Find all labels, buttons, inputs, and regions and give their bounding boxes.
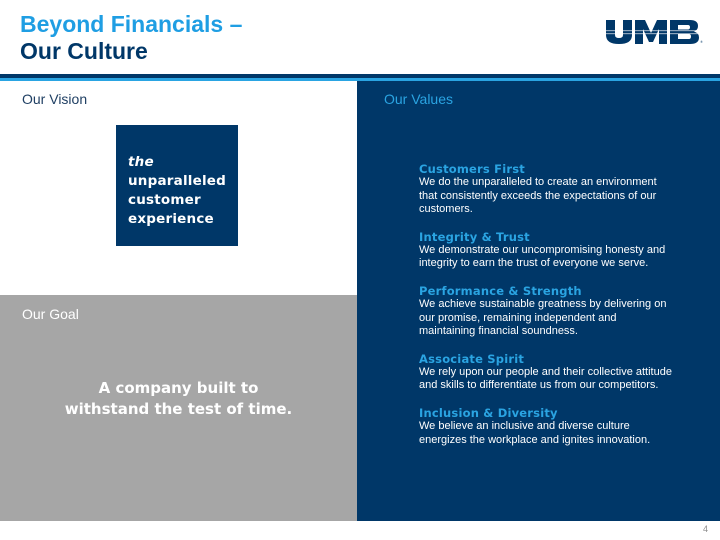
value-description-line: We rely upon our people and their collective attitude — [419, 365, 672, 378]
slide-title-line-1: Beyond Financials – — [20, 11, 243, 37]
value-item-inclusion-diversity — [419, 406, 699, 447]
value-description-line: We believe an inclusive and diverse culture — [419, 419, 630, 432]
vision-statement-box — [116, 125, 238, 246]
page-number: 4 — [702, 524, 708, 534]
goal-statement — [0, 378, 357, 420]
umb-logo — [606, 20, 702, 44]
value-item-integrity-trust — [419, 230, 699, 271]
value-item-associate-spirit — [419, 352, 699, 393]
goal-statement-line: withstand the test of time. — [64, 400, 293, 418]
value-heading: Associate Spirit — [419, 351, 525, 366]
value-description-line: We do the unparalleled to create an environment — [419, 176, 657, 188]
values-section-label: Our Values — [384, 91, 453, 107]
value-description-line: energizes the workplace and ignites innovation. — [419, 433, 651, 446]
svg-text:®: ® — [700, 40, 703, 44]
value-description-line: that consistently exceeds the expectations of our — [419, 189, 657, 202]
slide-title-line-2: Our Culture — [20, 38, 148, 64]
value-description-line: We achieve sustainable greatness by delivering on — [419, 297, 667, 310]
value-description-line: and skills to differentiate us from our competitors. — [419, 379, 659, 392]
vision-statement-line: customer — [128, 192, 201, 208]
value-description-line: We demonstrate our uncompromising honesty and — [419, 243, 666, 256]
vision-section-label: Our Vision — [22, 91, 88, 107]
value-heading: Customers First — [419, 162, 525, 176]
goal-statement-line: A company built to — [98, 379, 259, 397]
value-description-line: maintaining financial soundness. — [419, 325, 578, 338]
value-item-customers-first — [419, 162, 699, 217]
goal-section-label: Our Goal — [22, 306, 79, 322]
values-list — [419, 162, 699, 460]
value-heading: Integrity & Trust — [419, 229, 530, 244]
value-description-line: integrity to earn the trust of everyone we serve. — [419, 257, 649, 270]
vision-statement-line: the — [128, 154, 154, 170]
value-description-line: our promise, remaining independent and — [419, 311, 617, 324]
value-heading: Performance & Strength — [419, 283, 582, 298]
value-heading: Inclusion & Diversity — [419, 405, 558, 420]
vision-statement-line: experience — [128, 211, 214, 227]
vision-statement-line: unparalleled — [128, 173, 227, 189]
value-item-performance-strength — [419, 284, 699, 339]
value-description-line: customers. — [419, 203, 473, 216]
